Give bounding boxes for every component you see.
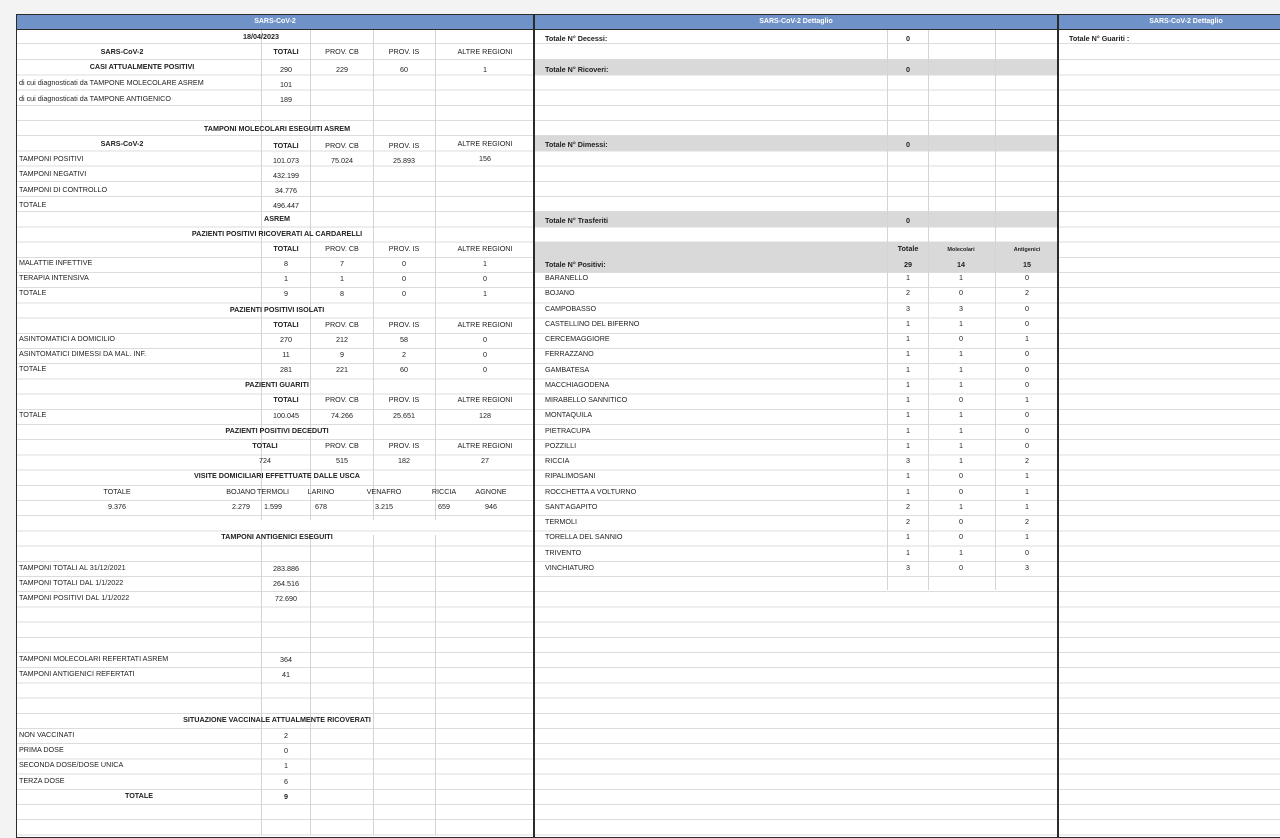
guariti-sheet-header: SARS-CoV-2 Dettaglio [1059, 15, 1280, 30]
totale-mol-label: TOTALE [19, 200, 47, 209]
comune-ant: 0 [1025, 303, 1029, 313]
comune-name: PIETRACUPA [545, 425, 591, 435]
ricoverati-row-label: TOTALE [19, 288, 47, 298]
vaccini-row-label: SECONDA DOSE/DOSE UNICA [19, 760, 124, 770]
comune-ant: 2 [1025, 288, 1029, 298]
dimessi-val: 0 [906, 140, 910, 149]
comune-tot: 1 [906, 364, 910, 374]
deceduti-is: 182 [398, 456, 410, 465]
comune-name: TERMOLI [545, 517, 577, 526]
comune-mol: 1 [959, 456, 963, 465]
comune-mol: 1 [959, 425, 963, 435]
comune-mol: 0 [959, 334, 963, 343]
comune-name: MACCHIAGODENA [545, 379, 610, 389]
antigenici-row-val: 264.516 [273, 579, 299, 589]
ant-ref-val: 41 [282, 670, 290, 679]
comune-mol: 0 [959, 562, 963, 572]
comune-mol: 0 [959, 471, 963, 481]
isolati-row-altre: 0 [483, 335, 487, 344]
col-prov-cb-2: PROV. CB [325, 141, 359, 150]
comune-mol: 1 [959, 349, 963, 359]
casi-row2-val: 189 [280, 95, 292, 104]
col-prov-cb: PROV. CB [325, 47, 359, 56]
vaccini-row-val: 0 [284, 746, 288, 756]
comune-tot: 2 [906, 517, 910, 526]
detail-sheet-header: SARS-CoV-2 Dettaglio [535, 15, 1057, 30]
comune-name: TRIVENTO [545, 547, 582, 557]
ricoverati-row-label: TERAPIA INTENSIVA [19, 273, 89, 283]
isolati-row-cb: 212 [336, 335, 348, 344]
comune-ant: 0 [1025, 440, 1029, 450]
ricoverati-title: PAZIENTI POSITIVI RICOVERATI AL CARDARELLI [191, 229, 363, 238]
usca-value: 2.279 [232, 502, 250, 511]
ricoverati-row-is: 0 [402, 274, 406, 284]
ricoverati-row-altre: 1 [483, 259, 487, 268]
antigenici-row-label: TAMPONI POSITIVI DAL 1/1/2022 [19, 593, 130, 603]
ricoverati-row-altre: 0 [483, 274, 487, 284]
col-prov-is-4: PROV. IS [388, 320, 420, 329]
antigenici-row-val: 283.886 [273, 564, 299, 573]
col-prov-cb-4: PROV. CB [325, 320, 359, 329]
comune-name: MIRABELLO SANNITICO [545, 395, 628, 404]
comune-name: TORELLA DEL SANNIO [545, 532, 623, 542]
col-antigenici: Antigenici [1013, 247, 1041, 253]
comune-ant: 2 [1025, 517, 1029, 526]
col-prov-is-3: PROV. IS [388, 244, 420, 253]
isolati-row-tot: 281 [280, 365, 292, 375]
vaccini-totale-val: 9 [284, 792, 288, 801]
ricoverati-row-cb: 7 [340, 259, 344, 268]
comune-tot: 3 [906, 456, 910, 465]
usca-header: VENAFRO [366, 487, 402, 496]
col-totali-3: TOTALI [273, 244, 299, 253]
casi-row2-label: di cui diagnosticati da TAMPONE ANTIGENICO [19, 94, 171, 103]
isolati-row-altre: 0 [483, 350, 487, 360]
usca-value: 659 [438, 502, 450, 511]
positivi-altre: 156 [479, 154, 491, 163]
deceduti-title: PAZIENTI POSITIVI DECEDUTI [225, 426, 329, 435]
usca-header: BOJANO [226, 487, 256, 496]
isolati-row-cb: 9 [340, 350, 344, 360]
comune-ant: 0 [1025, 425, 1029, 435]
comune-name: BARANELLO [545, 273, 589, 282]
usca-value: 3.215 [375, 502, 393, 511]
deceduti-tot: 724 [259, 456, 271, 465]
asrem-label: ASREM [264, 214, 290, 223]
ricoverati-row-is: 0 [402, 289, 406, 299]
comune-name: ROCCHETTA A VOLTURNO [545, 486, 637, 496]
isolati-row-is: 58 [400, 335, 408, 344]
comune-ant: 1 [1025, 334, 1029, 343]
controllo-val: 34.776 [275, 186, 297, 195]
comune-mol: 1 [959, 547, 963, 557]
controllo-label: TAMPONI DI CONTROLLO [19, 185, 108, 194]
mol-ref-label: TAMPONI MOLECOLARI REFERTATI ASREM [19, 654, 169, 663]
antigenici-row-label: TAMPONI TOTALI DAL 1/1/2022 [19, 578, 124, 588]
col-altre-3: ALTRE REGIONI [457, 244, 513, 253]
comune-name: MONTAQUILA [545, 410, 592, 420]
positivi-label: TAMPONI POSITIVI [19, 154, 84, 163]
comune-mol: 1 [959, 440, 963, 450]
comune-ant: 3 [1025, 562, 1029, 572]
summary-sheet-header: SARS-CoV-2 [17, 15, 533, 30]
col-molecolari: Molecolari [947, 247, 975, 253]
vaccini-title: SITUAZIONE VACCINALE ATTUALMENTE RICOVERATI [183, 715, 371, 724]
comune-ant: 0 [1025, 410, 1029, 420]
comune-ant: 0 [1025, 318, 1029, 328]
comune-ant: 1 [1025, 471, 1029, 481]
comune-name: GAMBATESA [545, 364, 590, 374]
col-prov-is-6: PROV. IS [388, 441, 420, 450]
vaccini-row-val: 2 [284, 731, 288, 740]
comune-tot: 1 [906, 532, 910, 542]
antigenici-title: TAMPONI ANTIGENICI ESEGUITI [221, 532, 333, 541]
vaccini-row-label: NON VACCINATI [19, 730, 75, 739]
report-date: 18/04/2023 [243, 32, 279, 41]
col-prov-cb-3: PROV. CB [325, 244, 359, 253]
trasferiti-val: 0 [906, 216, 910, 225]
guariti-altre: 128 [479, 411, 491, 420]
comune-ant: 1 [1025, 486, 1029, 496]
comune-ant: 1 [1025, 501, 1029, 511]
isolati-row-tot: 11 [282, 350, 290, 360]
tamponi-mol-title: TAMPONI MOLECOLARI ESEGUITI ASREM [203, 124, 351, 133]
comune-name: CERCEMAGGIORE [545, 334, 610, 343]
antigenici-row-val: 72.690 [275, 594, 297, 604]
usca-header: AGNONE [475, 487, 507, 496]
positivi-cb: 75.024 [331, 156, 353, 165]
decessi-val: 0 [906, 34, 910, 43]
comune-ant: 0 [1025, 273, 1029, 282]
col-totali-5: TOTALI [273, 395, 299, 404]
comune-mol: 3 [959, 303, 963, 313]
comune-ant: 1 [1025, 532, 1029, 542]
usca-header: TERMOLI [257, 487, 289, 496]
ricoverati-row-label: MALATTIE INFETTIVE [19, 258, 93, 267]
comune-tot: 1 [906, 425, 910, 435]
deceduti-altre: 27 [481, 456, 489, 465]
trasferiti-label: Totale N° Trasferiti [545, 216, 609, 225]
casi-row1-val: 101 [280, 80, 292, 89]
col-prov-is: PROV. IS [388, 47, 420, 56]
vaccini-row-val: 1 [284, 761, 288, 771]
comune-tot: 1 [906, 410, 910, 420]
ricoveri-label: Totale N° Ricoveri: [545, 65, 609, 74]
comune-name: BOJANO [545, 288, 575, 298]
usca-title: VISITE DOMICILIARI EFFETTUATE DALLE USCA [194, 471, 360, 480]
guariti-label: TOTALE [19, 410, 47, 419]
comune-ant: 0 [1025, 379, 1029, 389]
positivi-is: 25.893 [393, 156, 415, 165]
usca-header: RICCIA [431, 487, 457, 496]
comune-tot: 1 [906, 471, 910, 481]
comune-name: FERRAZZANO [545, 349, 594, 359]
col-totali-6: TOTALI [252, 441, 278, 450]
comune-mol: 0 [959, 486, 963, 496]
comune-mol: 1 [959, 379, 963, 389]
positivi-total-tot: 29 [904, 260, 912, 269]
ricoverati-row-cb: 8 [340, 289, 344, 299]
isolati-row-label: ASINTOMATICI A DOMICILIO [19, 334, 115, 343]
guariti-cb: 74.266 [331, 411, 353, 420]
comune-mol: 1 [959, 501, 963, 511]
comune-tot: 1 [906, 334, 910, 343]
positivi-total-mol: 14 [957, 260, 965, 269]
comune-tot: 3 [906, 303, 910, 313]
comune-mol: 0 [959, 532, 963, 542]
usca-value: 1.599 [264, 502, 282, 511]
comune-ant: 2 [1025, 456, 1029, 465]
comune-ant: 0 [1025, 349, 1029, 359]
comune-tot: 1 [906, 486, 910, 496]
usca-header: LARINO [307, 487, 335, 496]
casi-is: 60 [400, 65, 408, 74]
vaccini-row-label: TERZA DOSE [19, 775, 65, 785]
ant-ref-label: TAMPONI ANTIGENICI REFERTATI [19, 669, 135, 678]
comune-ant: 0 [1025, 547, 1029, 557]
comune-mol: 0 [959, 517, 963, 526]
vaccini-totale-label: TOTALE [124, 791, 154, 800]
negativi-val: 432.199 [273, 171, 299, 180]
isolati-row-altre: 0 [483, 365, 487, 375]
ricoverati-row-tot: 1 [284, 274, 288, 284]
col-totali: TOTALI [273, 47, 299, 56]
casi-altre: 1 [483, 65, 487, 74]
isolati-row-is: 2 [402, 350, 406, 360]
detail-sheet [534, 14, 1058, 838]
isolati-row-label: TOTALE [19, 364, 47, 374]
totale-mol-val: 496.447 [273, 201, 299, 210]
positivi-val: 101.073 [273, 156, 299, 165]
dimessi-label: Totale N° Dimessi: [545, 140, 608, 149]
mol-ref-val: 364 [280, 655, 292, 664]
col-altre: ALTRE REGIONI [457, 47, 513, 56]
comune-ant: 1 [1025, 395, 1029, 404]
vaccini-row-label: PRIMA DOSE [19, 745, 64, 755]
comune-tot: 2 [906, 501, 910, 511]
comune-tot: 1 [906, 273, 910, 282]
positivi-total-label: Totale N° Positivi: [545, 260, 606, 269]
ricoverati-row-cb: 1 [340, 274, 344, 284]
comune-name: POZZILLI [545, 440, 577, 450]
guariti-sheet [1058, 14, 1280, 838]
casi-totali: 290 [280, 65, 292, 74]
col-prov-is-5: PROV. IS [388, 395, 420, 404]
comune-tot: 1 [906, 547, 910, 557]
comune-mol: 1 [959, 318, 963, 328]
guariti-tot: 100.045 [273, 411, 299, 420]
col-prov-cb-5: PROV. CB [325, 395, 359, 404]
decessi-label: Totale N° Decessi: [545, 34, 608, 43]
guariti-title: PAZIENTI GUARITI [245, 380, 309, 389]
usca-value: 678 [315, 502, 327, 511]
comune-name: SANT'AGAPITO [545, 501, 598, 511]
comune-name: CASTELLINO DEL BIFERNO [545, 318, 640, 328]
col-altre-2: ALTRE REGIONI [457, 139, 513, 148]
col-label: SARS-CoV-2 [100, 47, 144, 56]
ricoverati-row-tot: 8 [284, 259, 288, 268]
col-altre-6: ALTRE REGIONI [457, 441, 513, 450]
deceduti-cb: 515 [336, 456, 348, 465]
col-totali-4: TOTALI [273, 320, 299, 329]
comune-mol: 1 [959, 410, 963, 420]
ricoverati-row-tot: 9 [284, 289, 288, 299]
comune-mol: 1 [959, 364, 963, 374]
isolati-row-is: 60 [400, 365, 408, 375]
col-label-2: SARS-CoV-2 [100, 139, 144, 148]
negativi-label: TAMPONI NEGATIVI [19, 169, 87, 178]
summary-sheet [16, 14, 534, 838]
comune-name: VINCHIATURO [545, 562, 594, 572]
comune-tot: 1 [906, 318, 910, 328]
col-totali-2: TOTALI [273, 141, 299, 150]
ricoverati-row-altre: 1 [483, 289, 487, 299]
comune-tot: 1 [906, 395, 910, 404]
usca-value: 946 [485, 502, 497, 511]
comune-tot: 2 [906, 288, 910, 298]
casi-title: CASI ATTUALMENTE POSITIVI [89, 62, 195, 71]
guariti-is: 25.651 [393, 411, 415, 420]
isolati-title: PAZIENTI POSITIVI ISOLATI [229, 305, 325, 314]
comune-tot: 1 [906, 440, 910, 450]
guariti-total-label: Totale N° Guariti : [1069, 34, 1130, 43]
casi-row1-label: di cui diagnosticati da TAMPONE MOLECOLARE ASREM [19, 78, 204, 87]
comune-mol: 0 [959, 395, 963, 404]
isolati-row-cb: 221 [336, 365, 348, 375]
col-totale: Totale [897, 244, 919, 253]
comune-tot: 1 [906, 379, 910, 389]
comune-name: CAMPOBASSO [545, 303, 597, 313]
comune-name: RICCIA [545, 456, 570, 465]
col-prov-is-2: PROV. IS [388, 141, 420, 150]
vaccini-row-val: 6 [284, 776, 288, 786]
ricoveri-val: 0 [906, 65, 910, 74]
comune-mol: 0 [959, 288, 963, 298]
isolati-row-tot: 270 [280, 335, 292, 344]
comune-tot: 1 [906, 349, 910, 359]
casi-cb: 229 [336, 65, 348, 74]
col-altre-4: ALTRE REGIONI [457, 320, 513, 329]
isolati-row-label: ASINTOMATICI DIMESSI DA MAL. INF. [19, 349, 147, 359]
comune-ant: 0 [1025, 364, 1029, 374]
ricoverati-row-is: 0 [402, 259, 406, 268]
positivi-total-ant: 15 [1023, 260, 1031, 269]
comune-tot: 3 [906, 562, 910, 572]
col-prov-cb-6: PROV. CB [325, 441, 359, 450]
usca-value: 9.376 [108, 502, 126, 511]
antigenici-row-label: TAMPONI TOTALI AL 31/12/2021 [19, 563, 126, 572]
usca-header: TOTALE [103, 487, 131, 496]
comune-mol: 1 [959, 273, 963, 282]
col-altre-5: ALTRE REGIONI [457, 395, 513, 404]
comune-name: RIPALIMOSANI [545, 471, 596, 481]
